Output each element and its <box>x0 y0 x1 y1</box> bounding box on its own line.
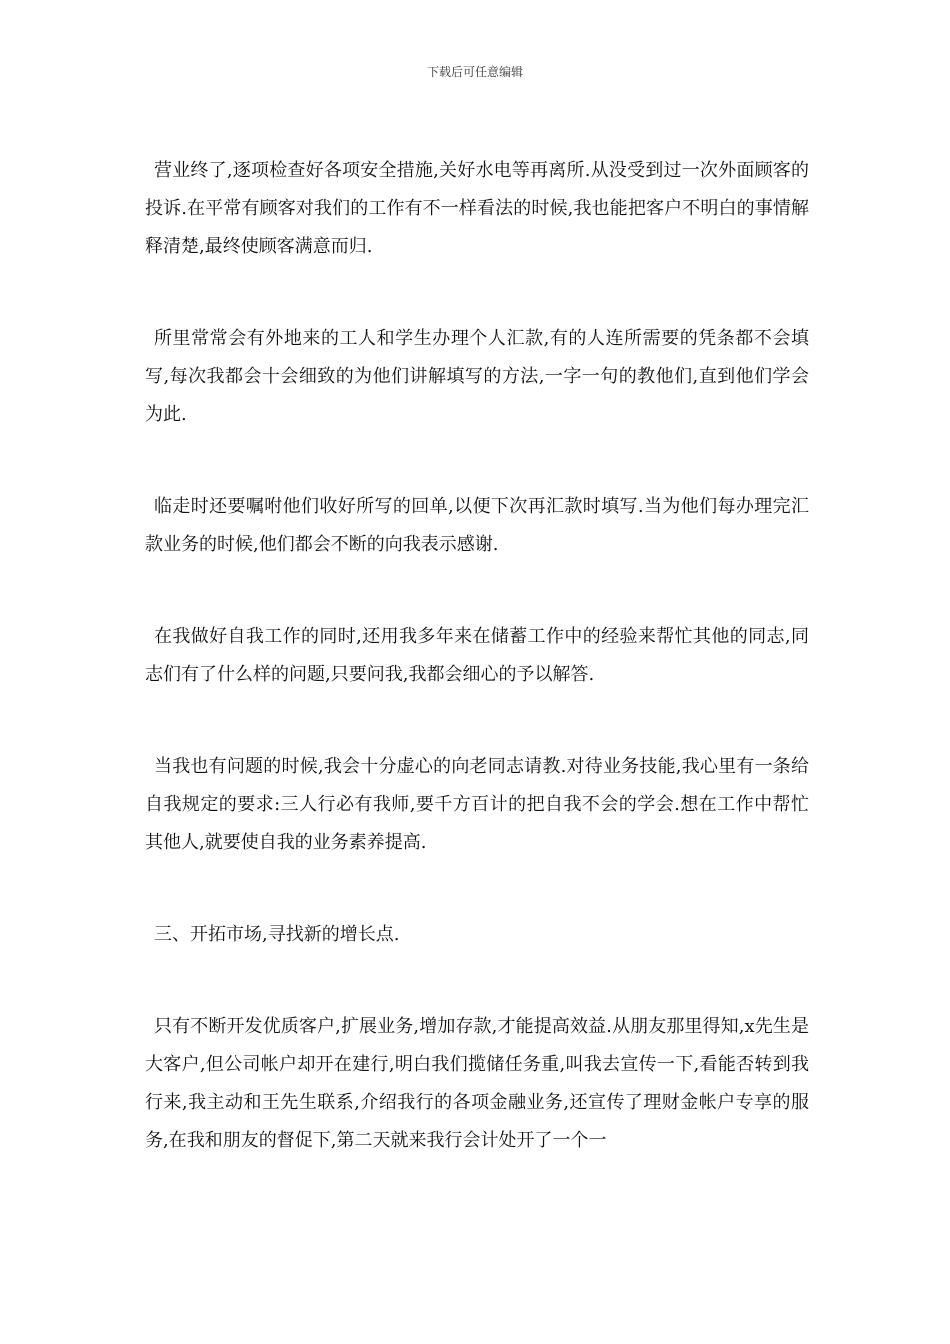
document-body <box>145 152 809 1160</box>
paragraph-1: 营业终了,逐项检查好各项安全措施,关好水电等再离所.从没受到过一次外面顾客的投诉.在平常有顾客对我们的工作有不一样看法的时候,我也能把客户不明白的事情解释清楚,最终使顾客满意而归. <box>145 160 809 257</box>
paragraph-4: 在我做好自我工作的同时,还用我多年来在储蓄工作中的经验来帮忙其他的同志,同志们有了什么样的问题,只要问我,我都会细心的予以解答. <box>145 626 809 685</box>
paragraph-5: 当我也有问题的时候,我会十分虚心的向老同志请教.对待业务技能,我心里有一条给自我规定的要求:三人行必有我师,要千方百计的把自我不会的学会.想在工作中帮忙其他人,就要使自我的业务素养提高. <box>145 756 809 853</box>
page-header: 下载后可任意编辑 <box>426 65 523 79</box>
paragraph-2: 所里常常会有外地来的工人和学生办理个人汇款,有的人连所需要的凭条都不会填写,每次我都会十会细致的为他们讲解填写的方法,一字一句的教他们,直到他们学会为此. <box>145 328 809 425</box>
section-heading: 三、开拓市场,寻找新的增长点. <box>154 924 400 945</box>
paragraph-7: 只有不断开发优质客户,扩展业务,增加存款,才能提高效益.从朋友那里得知,x先生是大客户,但公司帐户却开在建行,明白我们揽储任务重,叫我去宣传一下,看能否转到我行来,我主动和王先生联系,介绍我行的各项金融业务,还宣传了理财金帐户专享的服务,在我和朋友的督促下,第二天就来我行会计处开了一个一 <box>145 1016 809 1151</box>
paragraph-3: 临走时还要嘱咐他们收好所写的回单,以便下次再汇款时填写.当为他们每办理完汇款业务的时候,他们都会不断的向我表示感谢. <box>145 496 809 555</box>
